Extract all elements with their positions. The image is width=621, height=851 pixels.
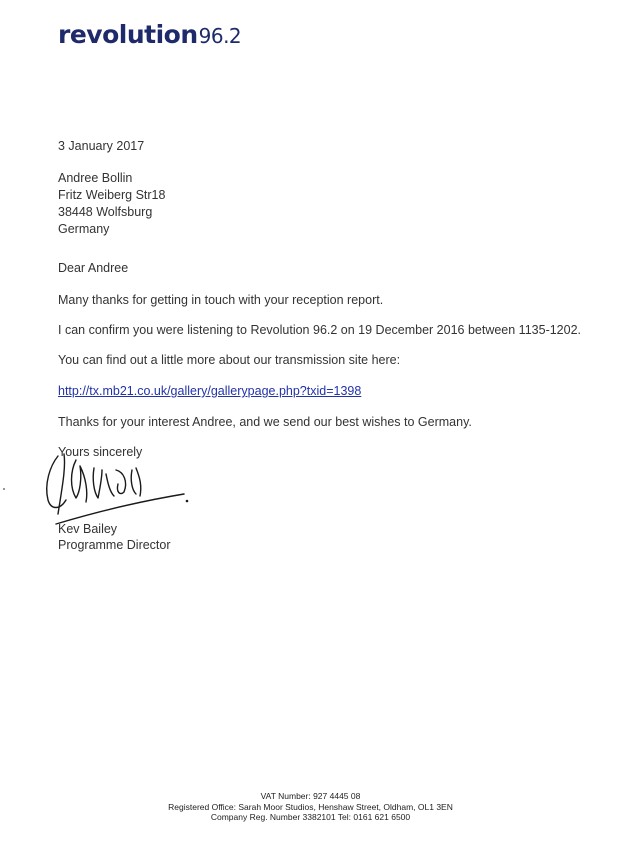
paragraph-confirmation: I can confirm you were listening to Revolution 96.2 on 19 December 2016 between 1135-1202. [58,323,582,337]
address-line: Fritz Weiberg Str18 [58,188,166,202]
signatory-title: Programme Director [58,538,171,552]
scan-speck [3,488,5,490]
signatory-name: Kev Bailey [58,522,118,536]
registered-office: Registered Office: Sarah Moor Studios, Henshaw Street, Oldham, OL1 3EN [168,801,453,812]
address-line: Andree Bollin [58,171,133,185]
vat-number: VAT Number: 927 4445 08 [260,791,361,801]
salutation: Dear Andree [58,261,129,275]
revolution-logo [58,20,241,49]
recipient-address [58,170,165,238]
logo-wordmark: revolution [58,20,198,49]
logo-frequency: 96.2 [198,24,242,48]
transmission-site-link[interactable]: http://tx.mb21.co.uk/gallery/gallerypage.php?txid=1398 [58,384,362,398]
paragraph-transmission: You can find out a little more about our transmission site here: [58,353,401,367]
handwritten-signature [36,448,196,528]
paragraph-closing: Thanks for your interest Andree, and we send our best wishes to Germany. [58,415,472,429]
paragraph-thanks: Many thanks for getting in touch with your reception report. [58,293,384,307]
address-line: Germany [58,222,110,236]
letter-date: 3 January 2017 [58,139,145,153]
address-line: 38448 Wolfsburg [58,205,153,219]
company-footer [0,791,621,823]
company-registration: Company Reg. Number 3382101 Tel: 0161 621 6500 [210,812,411,822]
sign-off: Yours sincerely [58,445,143,459]
